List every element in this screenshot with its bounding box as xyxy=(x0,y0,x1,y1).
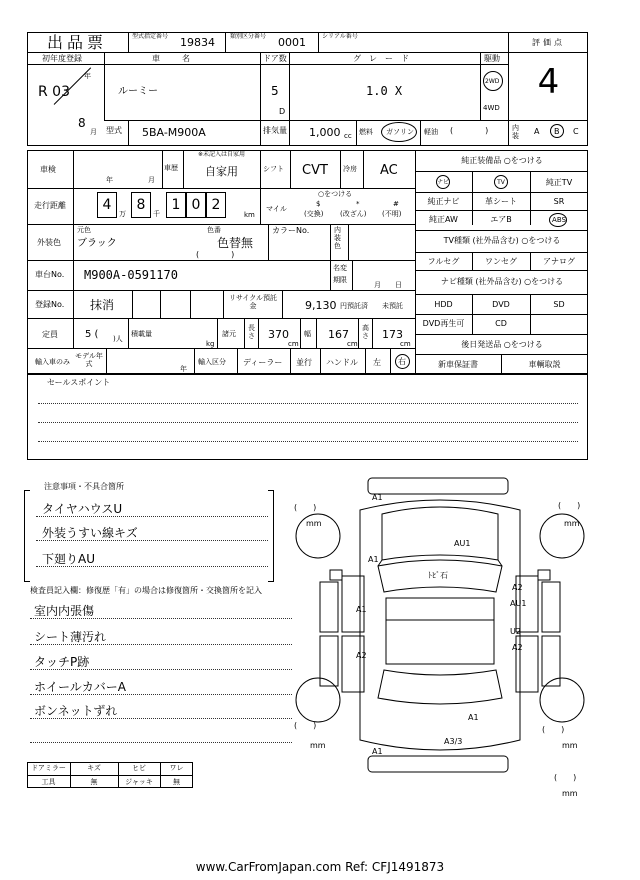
note-item-2: 外装うすい線キズ xyxy=(42,526,138,540)
odo-hash: # xyxy=(393,200,399,208)
recycle-value: 9,130 xyxy=(305,299,337,312)
name-change-date: 月 日 xyxy=(374,281,402,289)
legend-jack-value: 無 xyxy=(173,778,180,786)
handle-label: ハンドル xyxy=(326,358,358,367)
mm-rear-right-paren: ( ) xyxy=(542,725,565,734)
length-cm: cm xyxy=(288,340,299,348)
odo-sen: 千 xyxy=(153,210,160,218)
legend-jack: ジャッキ xyxy=(125,778,153,786)
shaken-label: 車検 xyxy=(40,165,56,174)
mark-left-rear: A2 xyxy=(356,651,367,660)
capacity-unit: )人 xyxy=(113,335,123,343)
mm-spare-paren: ( ) xyxy=(554,773,577,782)
navi-cd: CD xyxy=(495,319,507,328)
fuel-diesel: 軽油 xyxy=(424,128,438,136)
doors-value: 5 xyxy=(271,84,279,98)
doors-label: ドア数 xyxy=(263,54,287,63)
mark-rear-bumper: A1 xyxy=(372,747,383,756)
odo-digit-1: 4 xyxy=(102,197,112,213)
interior-b: B xyxy=(554,127,560,136)
equip-tv: TV xyxy=(497,179,505,186)
shift-label: シフト xyxy=(263,165,284,173)
interior-c: C xyxy=(573,127,579,136)
legend-tool-value: 無 xyxy=(90,778,98,786)
deadline-label: 期限 xyxy=(333,276,347,284)
odo-digit-4: 0 xyxy=(191,197,201,213)
reg-label: 登録No. xyxy=(35,300,65,309)
notes-title: 注意事項・不具合箇所 xyxy=(44,482,124,491)
navi-hdd: HDD xyxy=(434,300,453,309)
doors-d: D xyxy=(279,107,286,116)
shaken-year: 年 xyxy=(106,176,113,184)
reg-value: 抹消 xyxy=(90,298,115,312)
mark-rear-bumper-a3: A3/3 xyxy=(444,737,463,746)
equip-leather: 革シート xyxy=(485,197,517,206)
odo-digit-3: 1 xyxy=(171,197,181,213)
category-number: 0001 xyxy=(278,36,306,49)
height-label: 高さ xyxy=(362,324,369,340)
chassis-number: M900A-0591170 xyxy=(84,268,178,282)
history-label: 車歴 xyxy=(164,164,178,172)
import-type-label: 輸入区分 xyxy=(198,358,226,366)
serial-label: シリアル番号 xyxy=(322,33,358,40)
mm-front-left: mm xyxy=(306,519,322,528)
shift-value: CVT xyxy=(302,163,328,178)
import-dealer: ディーラー xyxy=(243,358,283,367)
mm-rear-right: mm xyxy=(562,741,578,750)
note-item-1: タイヤハウスU xyxy=(42,502,123,516)
load-label: 積載量 xyxy=(131,330,152,338)
inspector-item-4: ホイールカバーA xyxy=(34,680,126,694)
note-item-3: 下廻りAU xyxy=(42,552,95,566)
odo-man: 万 xyxy=(119,210,126,218)
navi-type-title: ナビ種類 (社外品含む) ○をつける xyxy=(440,277,564,286)
color-change: 色替無 xyxy=(217,236,254,250)
legend-header-break: ワレ xyxy=(169,764,184,772)
drive-label: 駆動 xyxy=(484,54,500,63)
legend-tool: 工具 xyxy=(41,778,56,786)
mm-front-left-paren: ( ) xyxy=(294,503,317,512)
color-paren: ( ) xyxy=(196,250,235,259)
tv-type-title: TV種類 (社外品含む) ○をつける xyxy=(443,236,561,245)
mark-right-rear-a2: A2 xyxy=(512,643,523,652)
notes-bracket-left xyxy=(24,490,30,582)
inspector-item-5: ボンネットずれ xyxy=(34,704,118,718)
mm-front-right: mm xyxy=(564,519,580,528)
mark-right-door-a2: A2 xyxy=(512,583,523,592)
sales-point-box xyxy=(27,374,588,460)
displacement-label: 排気量 xyxy=(263,126,287,135)
legend-header-mirror: ドアミラー xyxy=(31,764,66,772)
height-cm: cm xyxy=(400,340,411,348)
displacement: 1,000 xyxy=(309,126,341,139)
genuine-equipment-title: 純正装備品 ○をつける xyxy=(461,156,543,165)
mark-rear-quarter: A1 xyxy=(468,713,479,722)
equip-airbag: エアB xyxy=(490,215,512,224)
car-name-label: 車名 xyxy=(152,54,212,63)
cooler-value: AC xyxy=(380,163,398,178)
eval-label: 評価点 xyxy=(532,38,565,47)
year-suffix: 年 xyxy=(84,72,91,80)
height-value: 173 xyxy=(382,328,403,341)
tv-oneseg: ワンセグ xyxy=(485,257,517,266)
mark-right-door-au1: AU1 xyxy=(510,599,527,608)
history-note: ※未記入は自家用 xyxy=(198,151,246,158)
interior-label: 内装 xyxy=(512,124,519,140)
tv-analog: アナログ xyxy=(543,257,575,266)
evaluation-score: 4 xyxy=(537,62,560,102)
equip-genuine-navi: 純正ナビ xyxy=(427,197,460,206)
month-suffix: 月 xyxy=(90,128,97,136)
mark-bonnet: AU1 xyxy=(454,539,471,548)
recycle-not-deposited: 未預託 xyxy=(382,302,403,310)
model-year-unit: 年 xyxy=(180,365,187,373)
car-name: ルーミー xyxy=(118,86,158,97)
odo-mile: マイル xyxy=(266,205,287,213)
model-type: 5BA-M900A xyxy=(142,126,206,139)
mark-front-bumper: A1 xyxy=(372,493,383,502)
recycle-unit: 円預託済 xyxy=(340,302,368,310)
color-no-label: 色番 xyxy=(207,226,221,234)
handle-right: 右 xyxy=(398,357,406,366)
name-change-label: 名変 xyxy=(333,264,347,272)
km-unit: km xyxy=(244,211,255,219)
recycle-label: リサイクル預託金 xyxy=(228,294,278,310)
model-code-label: 型式指定番号 xyxy=(132,33,169,40)
mm-rear-left-paren: ( ) xyxy=(294,721,317,730)
exterior-color: ブラック xyxy=(77,238,117,249)
inspector-item-1: 室内内張傷 xyxy=(34,604,95,618)
interior-a: A xyxy=(534,127,540,136)
odometer-label: 走行距離 xyxy=(34,201,66,210)
capacity-label: 定員 xyxy=(42,330,58,339)
inspector-item-2: シート薄汚れ xyxy=(34,630,107,644)
fuel-gasoline: ガソリン xyxy=(386,128,414,136)
mm-front-right-paren: ( ) xyxy=(558,501,581,510)
length-value: 370 xyxy=(268,328,289,341)
odo-digit-5: 2 xyxy=(211,197,221,213)
equip-genuine-aw: 純正AW xyxy=(429,215,458,224)
first-reg-month: 8 xyxy=(78,116,86,130)
shaken-month: 月 xyxy=(148,176,155,184)
width-label: 幅 xyxy=(304,330,311,338)
odo-circle-note: ○をつける xyxy=(318,190,353,198)
mark-left-door: A1 xyxy=(356,605,367,614)
odo-dollar: $ xyxy=(316,200,321,208)
later-manual: 車輌取説 xyxy=(528,360,561,369)
color-no-box: カラーNo. xyxy=(272,226,310,235)
sales-point-label: セールスポイント xyxy=(47,378,111,387)
equip-navi: ナビ xyxy=(436,179,449,186)
color-label: 外装色 xyxy=(37,238,61,247)
load-kg: kg xyxy=(206,340,215,348)
notes-bracket-right xyxy=(268,490,274,582)
odo-digit-2: 8 xyxy=(136,197,146,213)
later-warranty: 新車保証書 xyxy=(438,360,478,369)
footer-watermark: www.CarFromJapan.com Ref: CFJ1491873 xyxy=(195,860,445,874)
length-label: 長さ xyxy=(248,324,255,340)
odo-star: * xyxy=(356,200,360,208)
mm-spare: mm xyxy=(562,789,578,798)
odo-exchange: (交換) xyxy=(304,210,324,218)
legend-header-scratch: キズ xyxy=(87,764,101,772)
first-reg-label: 初年度登録 xyxy=(42,54,82,63)
drive-4wd: 4WD xyxy=(483,104,500,112)
inspector-title: 検査員記入欄：修復歴「有」の場合は修復箇所・交換箇所を記入 xyxy=(30,586,262,595)
grade-label: グレード xyxy=(353,54,417,63)
cc-unit: cc xyxy=(344,132,352,140)
navi-dvd-play: DVD再生可 xyxy=(422,319,465,328)
tv-fullseg: フルセグ xyxy=(427,257,460,266)
odo-tampered: (改ざん) xyxy=(340,210,367,218)
import-label: 輸入車のみ xyxy=(35,358,70,366)
fuel-paren: ( ) xyxy=(450,126,489,135)
odo-unknown: (不明) xyxy=(382,210,402,218)
dims-label: 諸元 xyxy=(222,330,236,338)
mark-right-rear-u2: U2 xyxy=(510,627,521,636)
type-label: 型式 xyxy=(106,126,122,135)
model-year-label: モデル年式 xyxy=(75,352,103,368)
history-value: 自家用 xyxy=(205,165,238,178)
capacity-value: 5 ( xyxy=(85,329,99,340)
sheet-title: 出品票 xyxy=(47,33,108,52)
width-cm: cm xyxy=(347,340,358,348)
import-parallel: 並行 xyxy=(296,358,312,367)
interior-color-label: 内装色 xyxy=(334,226,341,250)
equip-genuine-tv: 純正TV xyxy=(545,178,573,187)
equip-abs: ABS xyxy=(552,216,566,224)
car-diagram xyxy=(290,470,590,810)
handle-left: 左 xyxy=(373,358,381,367)
grade-value: 1.0 X xyxy=(366,84,403,98)
legend-header-crack: ヒビ xyxy=(132,764,146,772)
mark-left-fender: A1 xyxy=(368,555,379,564)
orig-color-label: 元色 xyxy=(77,226,91,234)
first-reg-era: R 03 xyxy=(38,84,70,100)
chassis-label: 車台No. xyxy=(35,270,65,279)
fuel-label: 燃料 xyxy=(359,128,373,136)
model-code: 19834 xyxy=(180,36,215,49)
later-shipping-title: 後日発送品 ○をつける xyxy=(461,340,543,349)
category-label: 類別区分番号 xyxy=(230,33,267,40)
equip-sunroof: SR xyxy=(553,197,565,206)
inspector-item-3: タッチP跡 xyxy=(34,655,90,669)
cooler-label: 冷房 xyxy=(343,165,357,173)
navi-sd: SD xyxy=(553,300,565,309)
mm-rear-left: mm xyxy=(310,741,326,750)
width-value: 167 xyxy=(328,328,349,341)
navi-dvd: DVD xyxy=(492,300,510,309)
drive-2wd: 2WD xyxy=(485,78,500,85)
mark-windshield: ﾄﾋﾞ石 xyxy=(428,571,448,580)
